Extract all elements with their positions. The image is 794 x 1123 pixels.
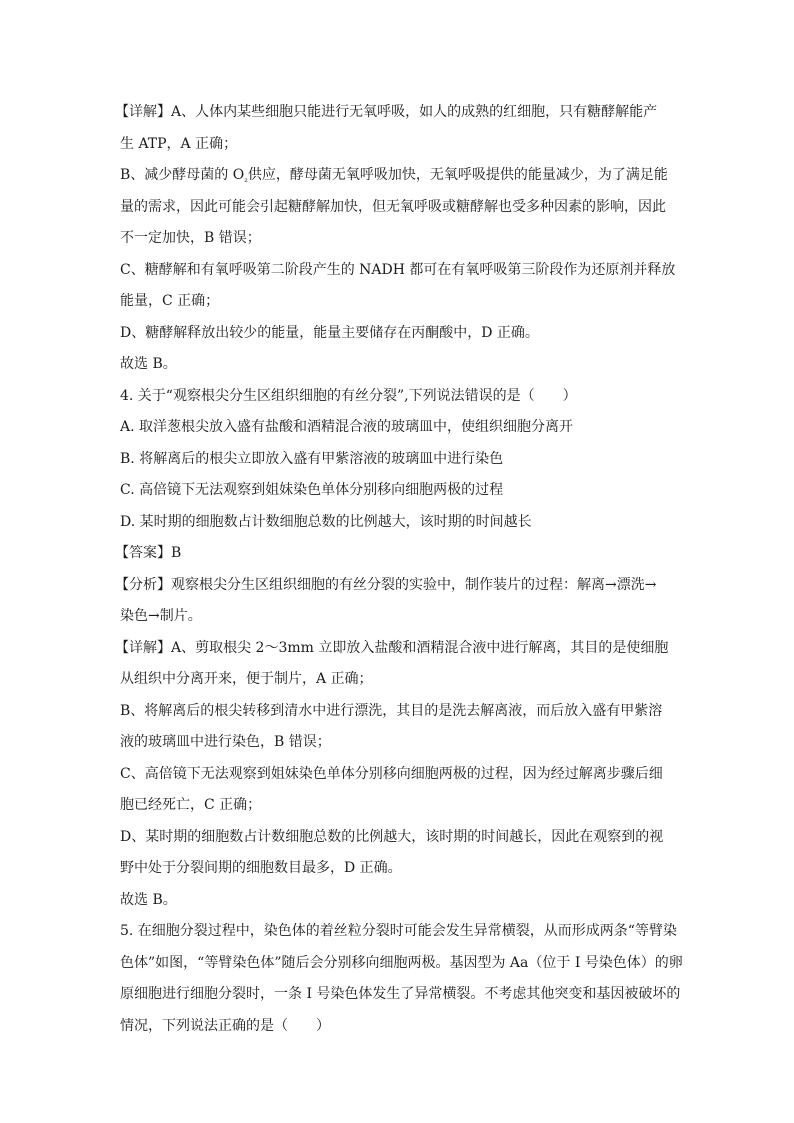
analysis-line: 【分析】观察根尖分生区组织细胞的有丝分裂的实验中，制作装片的过程：解离→漂洗→ bbox=[115, 576, 657, 593]
option-a: A. 取洋葱根尖放入盛有盐酸和酒精混合液的玻璃皿中，使组织细胞分离开 bbox=[120, 419, 574, 435]
text-line: C、高倍镜下无法观察到姐妹染色单体分别移向细胞两极的过程，因为经过解离步骤后细 bbox=[120, 765, 663, 782]
option-b: B. 将解离后的根尖立即放入盛有甲紫溶液的玻璃皿中进行染色 bbox=[120, 450, 504, 467]
option-c: C. 高倍镜下无法观察到姐妹染色单体分别移向细胞两极的过程 bbox=[120, 482, 504, 498]
text-segment: B、减少酵母菌的 O bbox=[120, 167, 245, 183]
text-line: C、糖酵解和有氧呼吸第二阶段产生的 NADH 都可在有氧呼吸第三阶段作为还原剂并释放 bbox=[120, 261, 676, 278]
document-body bbox=[115, 97, 683, 1042]
text-line: 量的需求，因此可能会引起糖酵解加快，但无氧呼吸或糖酵解也受多种因素的影响，因此 bbox=[120, 198, 666, 215]
subscript: ₂ bbox=[244, 175, 248, 185]
text-line: 生 ATP，A 正确； bbox=[120, 135, 238, 152]
option-d: D. 某时期的细胞数占计数细胞总数的比例越大，该时期的时间越长 bbox=[120, 513, 532, 530]
answer-line: 【答案】B bbox=[115, 545, 182, 561]
text-line: 染色→制片。 bbox=[120, 608, 202, 624]
text-line: 胞已经死亡，C 正确； bbox=[120, 797, 262, 813]
text-line: 从组织中分离开来，便于制片，A 正确； bbox=[120, 671, 373, 687]
text-line: 故选 B。 bbox=[120, 356, 177, 372]
text-line: 色体”如图，“等臂染色体”随后会分别移向细胞两极。基因型为 Aa（位于 I 号染色体）的卵 bbox=[120, 954, 683, 971]
question-stem: 5. 在细胞分裂过程中，染色体的着丝粒分裂时可能会发生异常横裂，从而形成两条“等臂染 bbox=[120, 923, 677, 939]
detail-line: 【详解】A、剪取根尖 2～3mm 立即放入盐酸和酒精混合液中进行解离，其目的是使细胞 bbox=[115, 639, 669, 656]
text-line: 情况，下列说法正确的是（ ） bbox=[120, 1017, 330, 1034]
text-segment: 供应，酵母菌无氧呼吸加快，无氧呼吸提供的能量减少，为了满足能 bbox=[247, 167, 668, 183]
question-stem: 4. 关于“观察根尖分生区组织细胞的有丝分裂”,下列说法错误的是（ ） bbox=[120, 387, 577, 404]
text-line: 故选 B。 bbox=[120, 891, 177, 908]
text-line: 野中处于分裂间期的细胞数目最多，D 正确。 bbox=[120, 860, 402, 876]
text-line: D、某时期的细胞数占计数细胞总数的比例越大，该时期的时间越长，因此在观察到的视 bbox=[120, 828, 664, 845]
text-line: 原细胞进行细胞分裂时，一条 I 号染色体发生了异常横裂。不考虑其他突变和基因被破坏的 bbox=[120, 986, 681, 1002]
text-line: B、将解离后的根尖转移到清水中进行漂洗，其目的是洗去解离液，而后放入盛有甲紫溶 bbox=[120, 702, 663, 719]
text-line bbox=[120, 160, 680, 192]
text-line: 【详解】A、人体内某些细胞只能进行无氧呼吸，如人的成熟的红细胞，只有糖酵解能产 bbox=[115, 104, 658, 120]
text-line: 能量，C 正确； bbox=[120, 293, 220, 309]
text-line: 液的玻璃皿中进行染色，B 错误； bbox=[120, 734, 331, 750]
text-line: D、糖酵解释放出较少的能量，能量主要储存在丙酮酸中，D 正确。 bbox=[120, 324, 539, 341]
text-line: 不一定加快，B 错误； bbox=[120, 230, 261, 246]
